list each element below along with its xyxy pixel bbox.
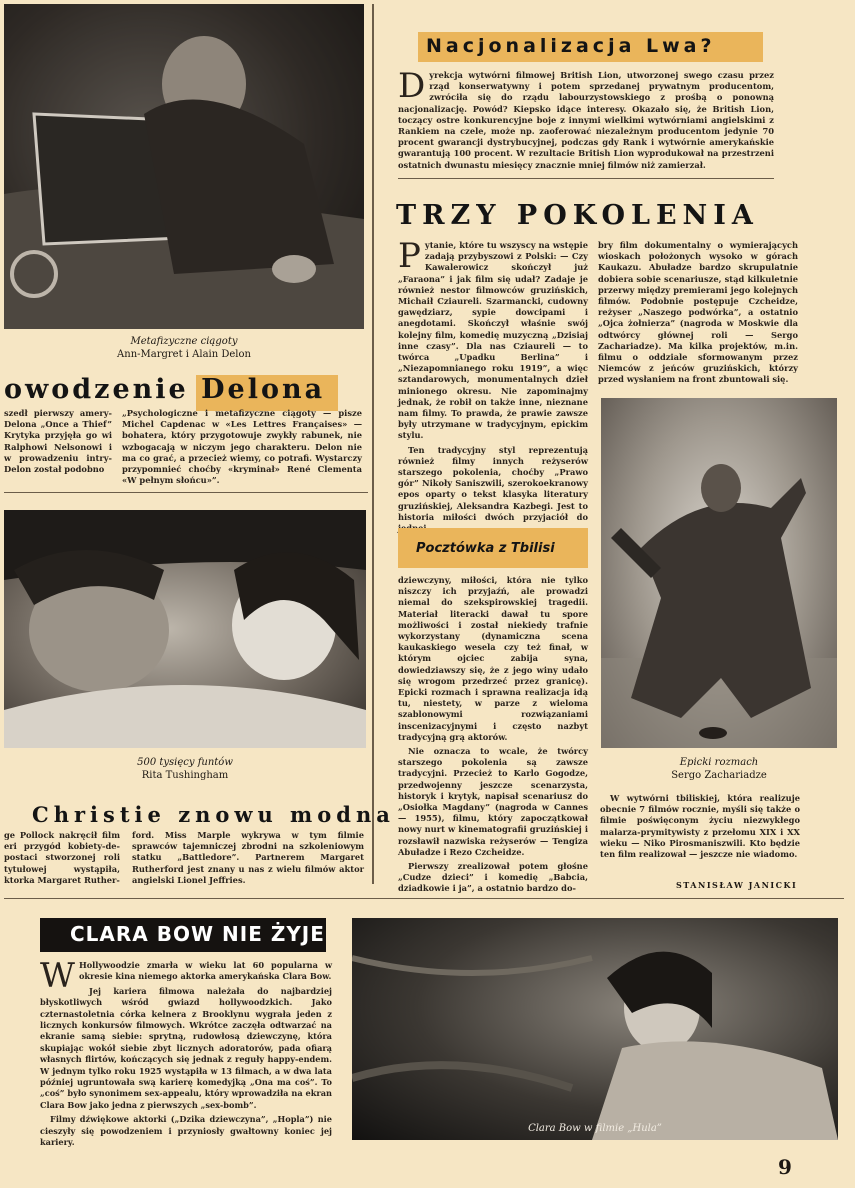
trzy-column-1 <box>398 236 588 537</box>
delon-col-b-text: „Psychologiczne i metafizyczne ciągoty — pisze Michel Capdenac w «Les Lettres Françaises» — bohatera, który przygotowuje zwykły rabunek, nie wzbogacają w niczym jego charakteru. Delon nie ma co grać, a przecież wiemy, co potrafi. Wystarczy przypomnieć choćby «kryminał» René Clementa «W pełnym słońcu»”. <box>122 408 362 486</box>
photo-zachariadze-caption-credit: Sergo Zachariadze <box>671 770 767 781</box>
trzy-col3-para1: dziewczyny, miłości, która nie tylko niszczy ich przyjaźń, ale prowadzi niemal do szekspirowskiej tragedii. Materiał literacki dawał tu spore możliwości i został niekiedy trafnie wykorzystany (dynamiczna scena kaukaskiego wesela czy też finał, w którym ojciec zabija syna, dowiedziawszy się, że z jego winy udało się wrogom przedrzeć przez granicę). Epicki rozmach i sprawna realizacja idą tu, niestety, w parze z wieloma szablonowymi rozwiązaniami inscenizacyjnymi i często nazbyt tradycyjną grą aktorów. <box>398 575 588 742</box>
delon-column-a <box>4 408 112 478</box>
christie-column-a <box>4 830 120 889</box>
trzy-col3-para2: Nie oznacza to wcale, że twórcy starszego pokolenia są zawsze tradycyjni. Przecież to Karlo Gogodze, przedwojenny jeszcze scenarzysta, historyk i krytyk, napisał scenariusz do „Osiołka Magdany” (nagroda w Cannes — 1955), filmu, który zapoczątkował nowy nurt w kinematografii gruzińskiej i rozsławił nazwiska reżyserów — Tengiza Abuładze i Rezo Czcheidze. <box>398 746 588 857</box>
clara-para1: Hollywoodzie zmarła w wieku lat 60 popularna w okresie kina niemego aktorka amerykańska Clara Bow. <box>78 960 332 982</box>
clara-top-divider <box>4 898 844 899</box>
photo-zachariadze-caption <box>601 756 837 782</box>
photo-delon-caption-credit: Ann-Margret i Alain Delon <box>117 349 251 360</box>
delon-col-a-text: szedł pierwszy amery-Delona „Once a Thief” Krytyka przyjęła go wi Ralphowi Nelsonowi i w prowadzeniu intry-Delon został podobno <box>4 408 112 475</box>
nacjonalizacja-heading: Nacjonalizacja Lwa? <box>426 35 716 57</box>
photo-zachariadze <box>601 398 837 748</box>
photo-zachariadze-caption-title: Epicki rozmach <box>679 757 759 768</box>
trzy-column-3 <box>398 575 588 898</box>
photo-delon-caption <box>4 335 364 361</box>
trzy-dropcap: P <box>398 236 421 276</box>
nacjonalizacja-text: yrekcja wytwórni filmowej British Lion, utworzonej swego czasu przez rząd konserwatywny i potem sprzedanej prywatnym producentom, zwróciła się do rządu labourzystowskiego z prośbą o ponowną nacjonalizację. Powód? Kiepsko idące interesy. Okazało się, że British Lion, toczący ostre konkurencyjne boje z innymi wielkimi wytwórniami angielskimi z Rankiem na czele, może np. zaoferować niezależnym producentom jedynie 70 procent gwarancji dystrybucyjnej, podczas gdy Rank i wytwórnie amerykańskie gwarantują 100 procent. W rezultacie British Lion wyprodukował na przestrzeni ostatnich dwunastu miesięcy znacznie mniej filmów niż zamierzał. <box>398 70 774 170</box>
photo-tushingham <box>4 510 366 748</box>
trzy-signature: STANISŁAW JANICKI <box>676 880 798 890</box>
photo-clara-bow-caption <box>352 1122 838 1135</box>
photo-tushingham-caption-credit: Rita Tushingham <box>141 770 229 781</box>
trzy-col1-para1: ytanie, które tu wszyscy na wstępie zadają przybyszowi z Polski: — Czy Kawalerowicz skończył już „Faraona” i jak film się udał? Zadaje je również nestor filmowców gruzińskich, Michaił Cziaureli. Szarmancki, cudowny gawędziarz, sypie dowcipami i anegdotami. Skończył właśnie swój kolejny film, komedię muzyczną „Dzisiaj inne czasy”. Dla nas Cziaureli — to twórca „Upadku Berlina” i „Niezapomnianego roku 1919”, a więc sztandarowych, monumentalnych dzieł minionego okresu. Nie zapominajmy jednak, że robił on także inne, nieznane nam filmy. To prawda, że prawie zawsze były utrzymane w tradycyjnym, epickim stylu. <box>398 240 588 441</box>
clara-article <box>40 956 332 1152</box>
delon-heading: owodzenie Delona <box>4 374 326 405</box>
trzy-column-2 <box>598 240 798 389</box>
trzy-col1-para2: Ten tradycyjny styl reprezentują również filmy innych reżyserów starszego pokolenia, choćby „Prawo gór” Nikoły Saniszwili, szerokoekranowy epos oparty o tekst klasyka literatury gruzińskiej, Aleksandra Kazbegi. Jest to historia miłości dwóch przyjaciół do <box>398 444 588 522</box>
nacjonalizacja-article <box>398 66 774 174</box>
christie-column-b <box>132 830 364 889</box>
trzy-col3-para3: Pierwszy zrealizował potem głośne „Cudze dzieci” i komedię „Babcia, dziadkowie i ja”, a ostatnio bardzo do- <box>398 861 588 894</box>
christie-col-a-text: ge Pollock nakręcił film eri przygód kobiety-de-postaci stworzonej roli tytułowej wystąpiła, ktorka Margaret Ruther- <box>4 830 120 885</box>
photo-tushingham-caption <box>4 756 366 782</box>
trzy-column-4 <box>600 793 800 863</box>
nacjonalizacja-divider <box>398 178 774 179</box>
postcard-heading: Pocztówka z Tbilisi <box>416 541 555 556</box>
trzy-col2-text: bry film dokumentalny o wymierających wioskach położonych wysoko w górach Kaukazu. Abuładze bardzo skrupulatnie dobiera sobie scenariusze, stąd kilkuletnie przerwy między premierami jego kolejnych filmów. Podobnie postępuje Czcheidze, reżyser „Naszego podwórka”, a ostatnio „Ojca żołnierza” (nagroda w Moskwie dla odtwórcy głównej roli — Sergo Zachariadze). Ma kilka projektów, m.in. filmu o oddziale sformowanym przez Niemców z jeńców gruzińskich, którzy przed wysłaniem na front zbuntowali się. <box>598 240 798 385</box>
christie-heading: Christie znowu modna <box>32 802 395 827</box>
photo-delon-ann-margret <box>4 4 364 329</box>
page-number: 9 <box>778 1155 792 1179</box>
photo-clara-bow <box>352 918 838 1140</box>
photo-clara-bow-caption-title: Clara Bow w filmie „Hula” <box>528 1123 662 1134</box>
christie-col-b-text: ford. Miss Marple wykrywa w tym filmie sprawców tajemniczej zbrodni na szkoleniowym statku „Battledore”. Partnerem Margaret Rutherford jest znany u nas z wielu filmów aktor angielski Lionel Jeffries. <box>132 830 364 885</box>
column-divider <box>372 4 374 884</box>
photo-tushingham-caption-title: 500 tysięcy funtów <box>137 757 233 768</box>
clara-para2: Jej kariera filmowa należała do najbardziej błyskotliwych wśród gwiazd hollywoodzkich. Jako czternastoletnia córka kelnera z Brooklynu wygrała jeden z licznych konkursów filmowych. Wkrótce zaczęła odtwarzać na ekranie samą siebie: sprytną, rudowłosą dziewczynę, która skupiając wokół siebie zbyt licznych adoratorów, pada ofiarą własnych flirtów, kończących się jednak z reguły happy-endem. W jednym tylko roku 1925 wystąpiła w 13 filmach, a w dwa lata później ugruntowała swą karierę komedyjką „Ona ma coś”. To „coś” było synonimem sex-appealu, który wprowadziła na ekran Clara Bow jako jedna z pierwszych „sex-bomb”. <box>40 985 332 1110</box>
clara-para3: Filmy dźwiękowe aktorki („Dzika dziewczyna”, „Hopla”) nie cieszyły się powodzeniem i przyniosły gwałtowny koniec jej kariery. <box>40 1114 332 1148</box>
delon-column-b <box>122 408 362 489</box>
trzy-col4-text: W wytwórni tbiliskiej, która realizuje obecnie 7 filmów rocznie, myśli się także o filmie poświęconym życiu niezwykłego malarza-prymitywisty z przełomu XIX i XX wieku — Niko Pirosmaniszwili. Kto będzie ten film realizował — jeszcze nie wiadomo. <box>600 793 800 860</box>
photo-delon-caption-title: Metafizyczne ciągoty <box>130 336 238 347</box>
clara-heading: CLARA BOW NIE ŻYJE <box>70 922 325 946</box>
nacjonalizacja-dropcap: D <box>398 66 426 106</box>
delon-divider <box>4 492 368 493</box>
trzy-pokolenia-heading: TRZY POKOLENIA <box>396 200 759 231</box>
clara-dropcap: W <box>40 956 75 996</box>
